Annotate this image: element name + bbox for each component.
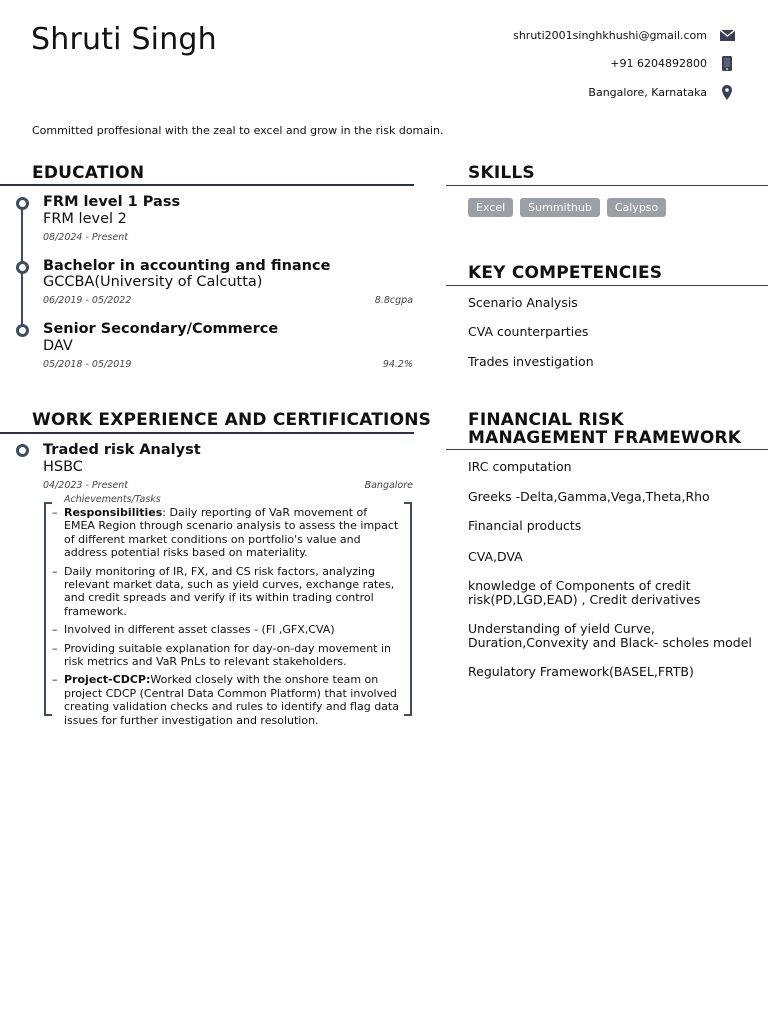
location-text: Bangalore, Karnataka: [588, 85, 707, 99]
frm-item: CVA,DVA: [468, 549, 523, 564]
timeline-dot: [16, 261, 29, 274]
timeline-dot: [16, 324, 29, 337]
contact-phone-row: [610, 55, 735, 71]
envelope-icon: [719, 27, 735, 43]
education-entry-institution: FRM level 2: [43, 211, 127, 227]
frm-item: IRC computation: [468, 459, 572, 474]
frm-heading-line2: MANAGEMENT FRAMEWORK: [468, 428, 742, 448]
education-entry-date: 08/2024 - Present: [43, 232, 128, 243]
email-text[interactable]: shruti2001singhkhushi@gmail.com: [513, 28, 707, 42]
education-entry-title: Bachelor in accounting and finance: [43, 258, 331, 274]
job-date: 04/2023 - Present: [43, 480, 128, 491]
achievements-list: [52, 506, 400, 732]
education-entry-institution: GCCBA(University of Calcutta): [43, 274, 263, 290]
candidate-name: Shruti Singh: [31, 22, 217, 57]
location-pin-icon: [719, 84, 735, 100]
achievement-item: – Responsibilities: Daily reporting of VaR movement of EMEA Region through scenario analysis to assess the impact of different market conditions on portfolio's value and address potential risks based on materiality.: [52, 506, 400, 560]
profile-summary: Committed proffesional with the zeal to excel and grow in the risk domain.: [32, 124, 444, 137]
education-entry-grade: 94.2%: [382, 359, 413, 370]
frm-item: Understanding of yield Curve,: [468, 621, 655, 636]
frm-item: Greeks -Delta,Gamma,Vega,Theta,Rho: [468, 489, 710, 504]
education-entry-title: Senior Secondary/Commerce: [43, 321, 279, 337]
frm-divider: [446, 449, 768, 450]
achievement-item: – Providing suitable explanation for day-on-day movement in risk metrics and VaR PnLs to relevant stakeholders.: [52, 642, 400, 669]
competency-item: Scenario Analysis: [468, 295, 578, 310]
skills-tags: [468, 198, 666, 217]
education-entry-date: 05/2018 - 05/2019: [43, 359, 132, 370]
employer-name: HSBC: [43, 459, 83, 475]
education-entry-title: FRM level 1 Pass: [43, 194, 181, 210]
achievement-item: – Daily monitoring of IR, FX, and CS risk factors, analyzing relevant market data, such as yield curves, exchange rates, and credit spreads and verify if its within trading control framework.: [52, 565, 400, 619]
frm-item: knowledge of Components of credit: [468, 578, 691, 593]
competencies-divider: [446, 285, 768, 286]
work-experience-divider: [0, 432, 414, 434]
skill-tag: Calypso: [607, 198, 666, 217]
competency-item: Trades investigation: [468, 354, 594, 369]
frm-item: Duration,Convexity and Black- scholes model: [468, 635, 752, 650]
skill-tag: Excel: [468, 198, 513, 217]
skill-tag: Summithub: [520, 198, 600, 217]
competency-item: CVA counterparties: [468, 324, 589, 339]
education-entry-institution: DAV: [43, 338, 73, 354]
achievements-bracket-right: [404, 502, 412, 716]
timeline-dot: [16, 444, 29, 457]
achievement-item: – Involved in different asset classes - (FI ,GFX,CVA): [52, 623, 400, 636]
frm-item: risk(PD,LGD,EAD) , Credit derivatives: [468, 592, 701, 607]
competencies-heading: KEY COMPETENCIES: [468, 263, 663, 283]
education-heading: EDUCATION: [32, 163, 145, 183]
achievements-label: Achievements/Tasks: [64, 494, 161, 505]
contact-email-row: [513, 27, 735, 43]
frm-item: Financial products: [468, 518, 582, 533]
job-title: Traded risk Analyst: [43, 442, 201, 458]
achievements-bracket-left: [44, 502, 52, 716]
phone-icon: [719, 55, 735, 71]
timeline-dot: [16, 197, 29, 210]
skills-heading: SKILLS: [468, 163, 535, 183]
work-experience-heading: WORK EXPERIENCE AND CERTIFICATIONS: [32, 410, 432, 430]
contact-location-row: [588, 84, 735, 100]
education-divider: [0, 184, 414, 186]
phone-text[interactable]: +91 6204892800: [610, 56, 707, 70]
education-entry-grade: 8.8cgpa: [374, 295, 413, 306]
frm-item: Regulatory Framework(BASEL,FRTB): [468, 664, 694, 679]
skills-divider: [446, 185, 768, 186]
education-entry-date: 06/2019 - 05/2022: [43, 295, 132, 306]
job-location: Bangalore: [364, 480, 413, 491]
achievement-item: – Project-CDCP:Worked closely with the onshore team on project CDCP (Central Data Common Platform) that involved creating validation checks and rules to identify and flag data issues for further investigation and resolution.: [52, 673, 400, 727]
frm-heading-line1: FINANCIAL RISK: [468, 410, 624, 430]
